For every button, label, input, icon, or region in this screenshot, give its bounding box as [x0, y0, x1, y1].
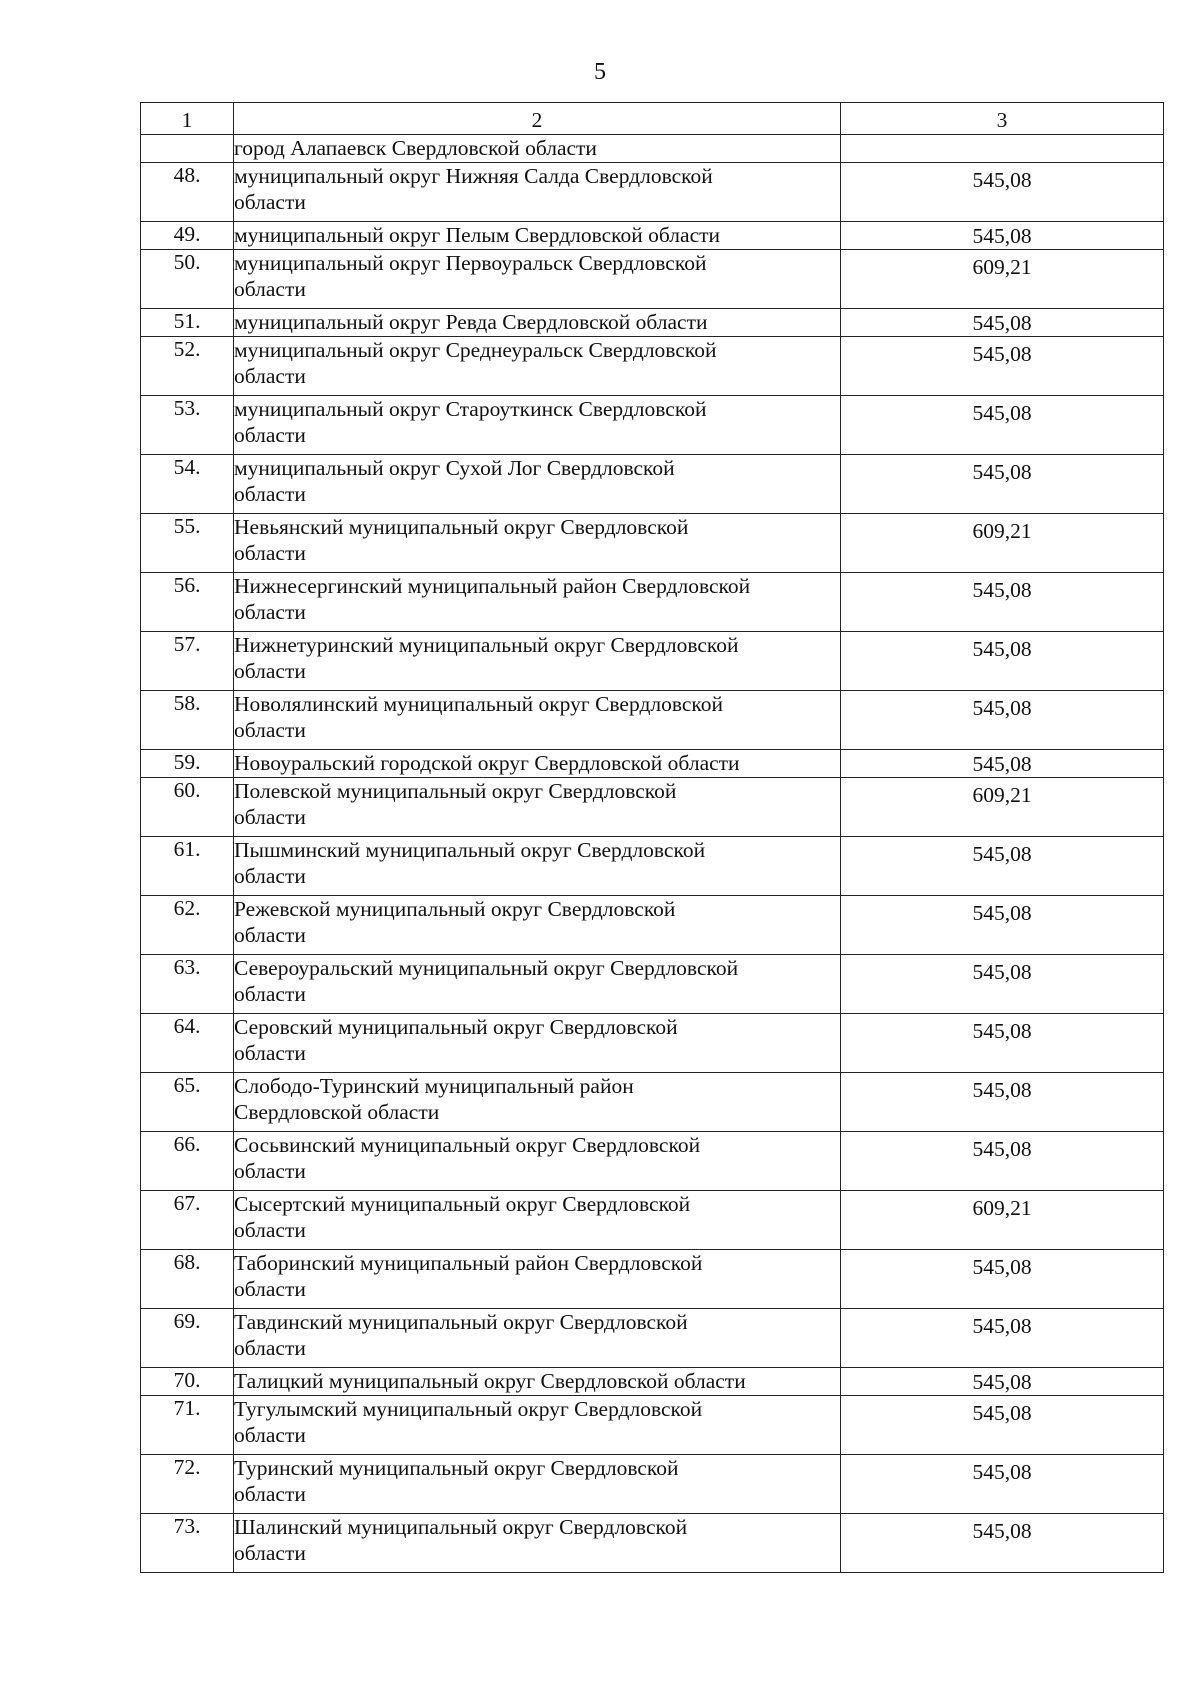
- table-row: [141, 837, 1164, 896]
- row-value: 545,08: [841, 1132, 1164, 1191]
- row-name-line-1: муниципальный округ Нижняя Салда Свердловской: [234, 164, 713, 188]
- row-name-line-1: Нижнетуринский муниципальный округ Свердловской: [234, 633, 739, 657]
- row-name-line-1: Слободо-Туринский муниципальный район: [234, 1074, 634, 1098]
- row-name-line-2: области: [234, 718, 306, 742]
- table-row: [141, 632, 1164, 691]
- row-name-line-2: области: [234, 1541, 306, 1565]
- row-name-line-1: Сысертский муниципальный округ Свердловской: [234, 1192, 691, 1216]
- row-value: 545,08: [841, 1250, 1164, 1309]
- table-row: [141, 691, 1164, 750]
- row-name-line-2: области: [234, 482, 306, 506]
- row-name-line-1: муниципальный округ Ревда Свердловской области: [234, 310, 708, 334]
- row-number: 54.: [141, 455, 234, 514]
- row-name-line-2: области: [234, 659, 306, 683]
- row-name-line-1: Талицкий муниципальный округ Свердловской области: [234, 1369, 746, 1393]
- row-value: 545,08: [841, 1368, 1164, 1396]
- row-name: [234, 778, 841, 837]
- municipality-table: [140, 102, 1164, 1573]
- row-name: город Алапаевск Свердловской области: [234, 135, 841, 163]
- row-number: 63.: [141, 955, 234, 1014]
- row-name-line-1: Серовский муниципальный округ Свердловской: [234, 1015, 678, 1039]
- row-number: 56.: [141, 573, 234, 632]
- row-number: 64.: [141, 1014, 234, 1073]
- table-row: [141, 1132, 1164, 1191]
- header-col-1: 1: [141, 103, 234, 135]
- table-row: [141, 573, 1164, 632]
- row-name-line-2: области: [234, 423, 306, 447]
- row-name-line-1: муниципальный округ Сухой Лог Свердловской: [234, 456, 675, 480]
- row-name-line-2: области: [234, 1277, 306, 1301]
- row-name-line-2: области: [234, 923, 306, 947]
- table-row: [141, 1250, 1164, 1309]
- row-value: [841, 135, 1164, 163]
- row-name: [234, 514, 841, 573]
- row-name-line-1: Таборинский муниципальный район Свердловской: [234, 1251, 703, 1275]
- row-name: [234, 396, 841, 455]
- row-name: [234, 455, 841, 514]
- row-name: [234, 1514, 841, 1573]
- row-name: [234, 222, 841, 250]
- row-value: 545,08: [841, 455, 1164, 514]
- table-row: [141, 163, 1164, 222]
- row-value: 609,21: [841, 778, 1164, 837]
- row-value: 609,21: [841, 250, 1164, 309]
- row-name-line-2: области: [234, 1218, 306, 1242]
- row-number: 65.: [141, 1073, 234, 1132]
- row-name-line-2: области: [234, 364, 306, 388]
- row-name-line-2: области: [234, 864, 306, 888]
- header-col-3: 3: [841, 103, 1164, 135]
- row-value: 609,21: [841, 514, 1164, 573]
- row-name-line-2: области: [234, 190, 306, 214]
- row-name-line-1: муниципальный округ Пелым Свердловской области: [234, 223, 721, 247]
- row-number: 66.: [141, 1132, 234, 1191]
- table-row: [141, 250, 1164, 309]
- row-name-line-1: Полевской муниципальный округ Свердловской: [234, 779, 677, 803]
- row-value: 545,08: [841, 1309, 1164, 1368]
- row-name: [234, 163, 841, 222]
- row-name-line-1: Новоуральский городской округ Свердловской области: [234, 751, 740, 775]
- row-number: 61.: [141, 837, 234, 896]
- row-value: 545,08: [841, 896, 1164, 955]
- row-name: [234, 1073, 841, 1132]
- row-name-line-1: Североуральский муниципальный округ Свердловской: [234, 956, 739, 980]
- row-number: 70.: [141, 1368, 234, 1396]
- row-value: 545,08: [841, 337, 1164, 396]
- row-number: 62.: [141, 896, 234, 955]
- table-header-row: [141, 103, 1164, 135]
- row-value: 545,08: [841, 309, 1164, 337]
- row-name-line-2: области: [234, 1423, 306, 1447]
- row-value: 545,08: [841, 1455, 1164, 1514]
- row-number: 68.: [141, 1250, 234, 1309]
- table-row: [141, 1514, 1164, 1573]
- row-name: [234, 750, 841, 778]
- row-name: [234, 573, 841, 632]
- row-name-line-2: области: [234, 1159, 306, 1183]
- table-row: [141, 309, 1164, 337]
- row-name: [234, 1309, 841, 1368]
- row-name: [234, 1132, 841, 1191]
- row-name-line-1: Режевской муниципальный округ Свердловской: [234, 897, 676, 921]
- row-value: 545,08: [841, 573, 1164, 632]
- row-value: 609,21: [841, 1191, 1164, 1250]
- row-number: [141, 135, 234, 163]
- row-name-line-2: области: [234, 1336, 306, 1360]
- row-name-line-1: Тавдинский муниципальный округ Свердловской: [234, 1310, 688, 1334]
- table-row: [141, 1073, 1164, 1132]
- table-row: [141, 955, 1164, 1014]
- row-number: 50.: [141, 250, 234, 309]
- row-name-line-2: области: [234, 277, 306, 301]
- row-name-line-1: Туринский муниципальный округ Свердловской: [234, 1456, 679, 1480]
- row-name: [234, 337, 841, 396]
- row-name-line-2: области: [234, 1041, 306, 1065]
- table-row: [141, 778, 1164, 837]
- row-value: 545,08: [841, 163, 1164, 222]
- row-value: 545,08: [841, 691, 1164, 750]
- table-row: [141, 396, 1164, 455]
- row-number: 52.: [141, 337, 234, 396]
- row-value: 545,08: [841, 396, 1164, 455]
- row-number: 72.: [141, 1455, 234, 1514]
- row-name: [234, 1396, 841, 1455]
- row-name: [234, 896, 841, 955]
- table-row: [141, 1191, 1164, 1250]
- row-value: 545,08: [841, 1514, 1164, 1573]
- table-row: [141, 222, 1164, 250]
- row-number: 71.: [141, 1396, 234, 1455]
- row-name-line-1: Сосьвинский муниципальный округ Свердловской: [234, 1133, 701, 1157]
- row-name-line-2: области: [234, 1482, 306, 1506]
- row-value: 545,08: [841, 632, 1164, 691]
- row-name: [234, 1191, 841, 1250]
- row-name-line-2: области: [234, 541, 306, 565]
- row-number: 60.: [141, 778, 234, 837]
- table-row: [141, 1396, 1164, 1455]
- row-value: 545,08: [841, 1396, 1164, 1455]
- table-row: [141, 896, 1164, 955]
- row-number: 69.: [141, 1309, 234, 1368]
- row-name: [234, 1014, 841, 1073]
- table-row: [141, 1309, 1164, 1368]
- row-name: [234, 250, 841, 309]
- row-name-line-2: области: [234, 600, 306, 624]
- row-name-line-2: области: [234, 982, 306, 1006]
- row-name: [234, 837, 841, 896]
- row-name: [234, 309, 841, 337]
- table-row: [141, 455, 1164, 514]
- row-name-line-1: Пышминский муниципальный округ Свердловской: [234, 838, 706, 862]
- row-value: 545,08: [841, 750, 1164, 778]
- row-value: 545,08: [841, 1073, 1164, 1132]
- row-name: [234, 1368, 841, 1396]
- row-name: [234, 632, 841, 691]
- row-name-line-1: Шалинский муниципальный округ Свердловской: [234, 1515, 688, 1539]
- row-number: 73.: [141, 1514, 234, 1573]
- row-number: 57.: [141, 632, 234, 691]
- row-name-line-1: Новолялинский муниципальный округ Свердловской: [234, 692, 724, 716]
- row-name-line-2: Свердловской области: [234, 1100, 440, 1124]
- row-name: [234, 955, 841, 1014]
- row-value: 545,08: [841, 837, 1164, 896]
- row-name: [234, 691, 841, 750]
- row-name-line-2: области: [234, 805, 306, 829]
- row-number: 58.: [141, 691, 234, 750]
- row-name-line-1: муниципальный округ Среднеуральск Свердловской: [234, 338, 717, 362]
- table-row: [141, 337, 1164, 396]
- row-value: 545,08: [841, 1014, 1164, 1073]
- table-row: [141, 1368, 1164, 1396]
- row-number: 67.: [141, 1191, 234, 1250]
- page-number: 5: [594, 59, 606, 85]
- row-name-line-1: Тугулымский муниципальный округ Свердловской: [234, 1397, 703, 1421]
- row-name: [234, 1250, 841, 1309]
- row-number: 59.: [141, 750, 234, 778]
- table-row: [141, 1014, 1164, 1073]
- row-value: 545,08: [841, 955, 1164, 1014]
- row-number: 49.: [141, 222, 234, 250]
- row-number: 48.: [141, 163, 234, 222]
- table-row-continuation: [141, 135, 1164, 163]
- header-col-2: 2: [234, 103, 841, 135]
- table-row: [141, 514, 1164, 573]
- table-row: [141, 750, 1164, 778]
- row-value: 545,08: [841, 222, 1164, 250]
- row-name-line-1: муниципальный округ Староуткинск Свердловской: [234, 397, 707, 421]
- row-number: 53.: [141, 396, 234, 455]
- row-name-line-1: муниципальный округ Первоуральск Свердловской: [234, 251, 707, 275]
- row-name: [234, 1455, 841, 1514]
- row-name-line-1: Невьянский муниципальный округ Свердловской: [234, 515, 689, 539]
- row-number: 51.: [141, 309, 234, 337]
- table-row: [141, 1455, 1164, 1514]
- row-name-line-1: Нижнесергинский муниципальный район Свердловской: [234, 574, 751, 598]
- row-number: 55.: [141, 514, 234, 573]
